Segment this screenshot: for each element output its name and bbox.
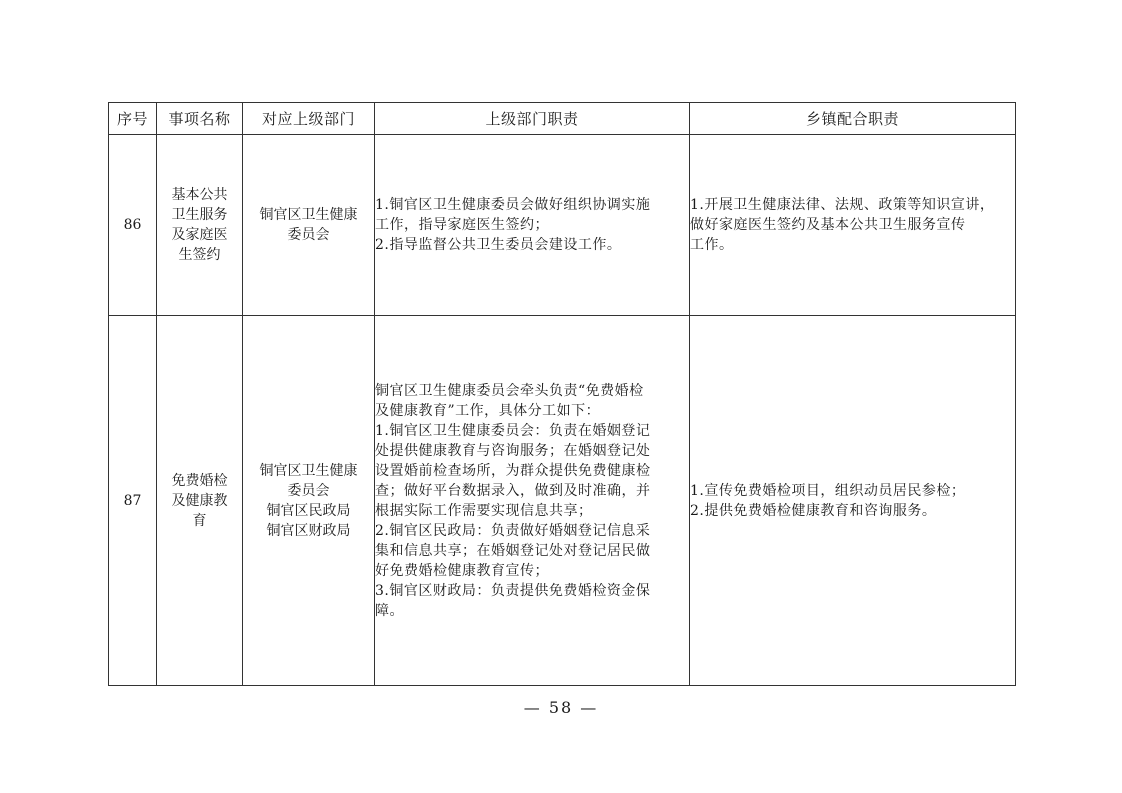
department-cell — [243, 316, 375, 686]
superior-duties-cell — [375, 135, 690, 316]
item-name: 基本公共 卫生服务 及家庭医 生签约 — [171, 187, 228, 263]
superior-duty-line: 查；做好平台数据录入，做到及时准确，并 — [375, 482, 651, 499]
header-item-name: 事项名称 — [157, 103, 243, 135]
item-name-cell — [157, 135, 243, 316]
superior-duty-line: 集和信息共享；在婚姻登记处对登记居民做 — [375, 542, 651, 559]
superior-duty-line: 3.铜官区财政局：负责提供免费婚检资金保 — [375, 582, 651, 599]
superior-department: 铜官区卫生健康 委员会 — [259, 207, 358, 243]
township-duties-cell — [690, 316, 1016, 686]
township-duty-line: 1.宣传免费婚检项目，组织动员居民参检； — [690, 482, 966, 499]
superior-department: 铜官区卫生健康 委员会 铜官区民政局 铜官区财政局 — [259, 462, 358, 539]
superior-duty-line: 1.铜官区卫生健康委员会做好组织协调实施 — [375, 197, 651, 213]
superior-duty-line: 工作，指导家庭医生签约； — [375, 217, 549, 233]
table-row — [109, 135, 1016, 316]
superior-duty-line: 铜官区卫生健康委员会牵头负责“免费婚检 — [375, 382, 644, 399]
superior-duty-line: 障。 — [375, 602, 404, 619]
row-number: 86 — [109, 135, 157, 316]
township-duty-line: 做好家庭医生签约及基本公共卫生服务宣传 — [690, 217, 966, 233]
township-duty-line: 2.提供免费婚检健康教育和咨询服务。 — [690, 502, 937, 519]
superior-duty-line: 处提供健康教育与咨询服务；在婚姻登记处 — [375, 442, 651, 459]
header-township-duties: 乡镇配合职责 — [690, 103, 1016, 135]
superior-duty-line: 好免费婚检健康教育宣传； — [375, 562, 549, 579]
item-name: 免费婚检 及健康教 育 — [171, 472, 228, 529]
township-duty-line: 工作。 — [690, 237, 734, 253]
superior-duty-line: 2.指导监督公共卫生委员会建设工作。 — [375, 237, 622, 253]
table-header-row — [109, 103, 1016, 135]
superior-duty-line: 2.铜官区民政局：负责做好婚姻登记信息采 — [375, 522, 651, 539]
header-superior-duties: 上级部门职责 — [375, 103, 690, 135]
township-duty-line: 1.开展卫生健康法律、法规、政策等知识宣讲， — [690, 197, 995, 213]
table-row — [109, 316, 1016, 686]
superior-duty-line: 设置婚前检查场所，为群众提供免费健康检 — [375, 462, 651, 479]
duty-table — [108, 102, 1016, 686]
header-serial-number: 序号 — [109, 103, 157, 135]
township-duties-cell — [690, 135, 1016, 316]
superior-duty-line: 1.铜官区卫生健康委员会：负责在婚姻登记 — [375, 422, 651, 439]
page-number: — 58 — — [523, 698, 599, 717]
header-superior-department: 对应上级部门 — [243, 103, 375, 135]
superior-duties-cell — [375, 316, 690, 686]
row-number: 87 — [109, 316, 157, 686]
superior-duty-line: 及健康教育”工作，具体分工如下： — [375, 402, 601, 419]
superior-duty-line: 根据实际工作需要实现信息共享； — [375, 502, 593, 519]
department-cell — [243, 135, 375, 316]
item-name-cell — [157, 316, 243, 686]
